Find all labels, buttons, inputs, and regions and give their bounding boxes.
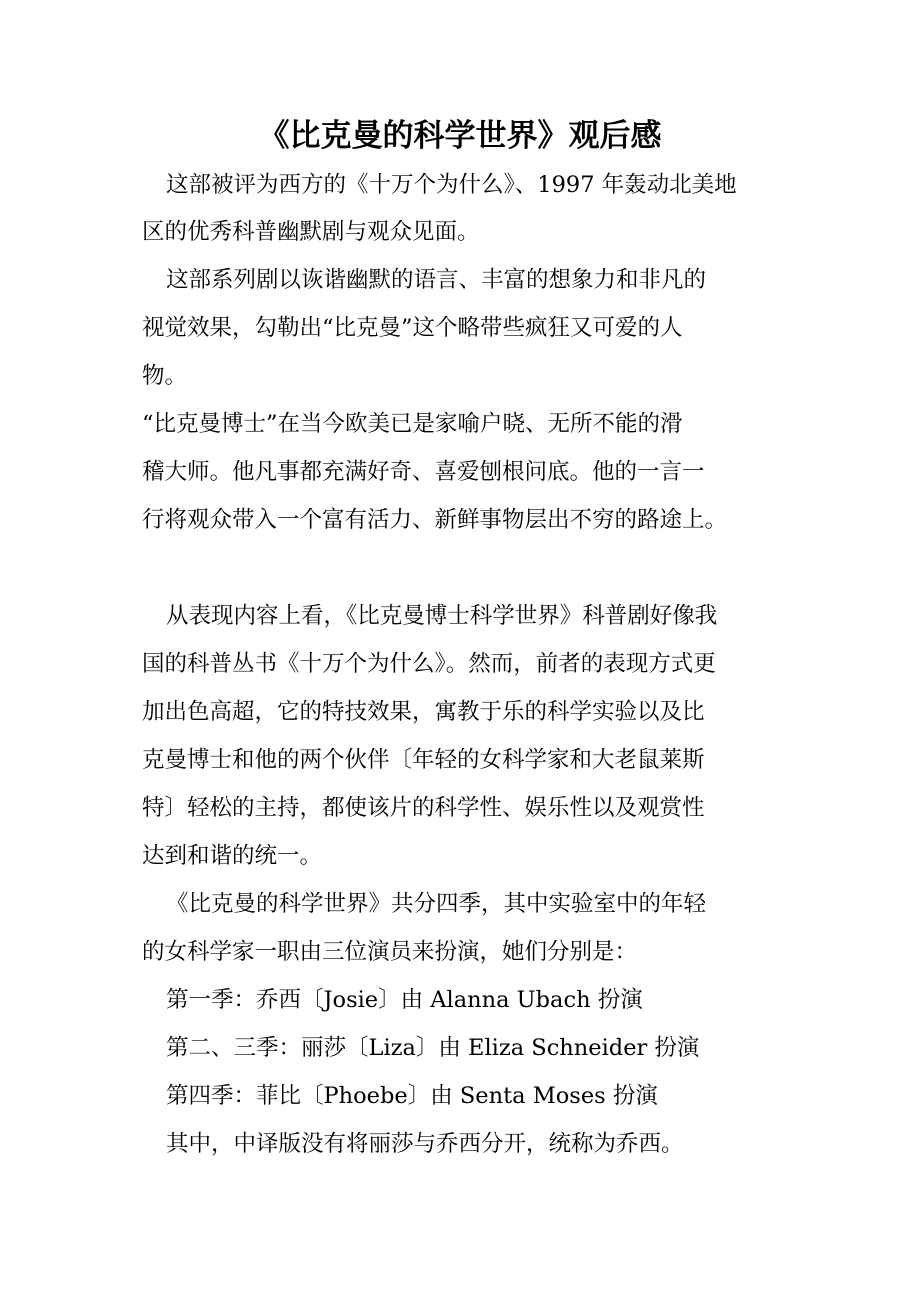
paragraph-line: “比克曼博士”在当今欧美已是家喻户晓、无所不能的滑 — [142, 411, 683, 437]
paragraph-line: 加出色高超，它的特技效果，寓教于乐的科学实验以及比 — [142, 699, 705, 725]
paragraph-line: 第四季：菲比〔Phoebe〕由 Senta Moses 扮演 — [166, 1083, 658, 1109]
paragraph-line: 特〕轻松的主持，都使该片的科学性、娱乐性以及观赏性 — [142, 795, 705, 821]
paragraph-line: 视觉效果，勾勒出“比克曼”这个略带些疯狂又可爱的人 — [142, 315, 683, 341]
paragraph-line: 《比克曼的科学世界》共分四季，其中实验室中的年轻 — [166, 891, 707, 917]
paragraph-line: 这部被评为西方的《十万个为什么》、1997 年轰动北美地 — [166, 172, 737, 198]
paragraph-line: 国的科普丛书《十万个为什么》。然而，前者的表现方式更 — [142, 651, 716, 677]
paragraph-line: 稽大师。他凡事都充满好奇、喜爱刨根问底。他的一言一 — [142, 459, 705, 485]
paragraph-line: 从表现内容上看，《比克曼博士科学世界》科普剧好像我 — [166, 603, 718, 629]
paragraph-line: 第一季：乔西〔Josie〕由 Alanna Ubach 扮演 — [166, 987, 643, 1013]
paragraph-line: 其中，中译版没有将丽莎与乔西分开，统称为乔西。 — [166, 1131, 684, 1157]
paragraph-line: 克曼博士和他的两个伙伴〔年轻的女科学家和大老鼠莱斯 — [142, 747, 705, 773]
paragraph-line: 第二、三季：丽莎〔Liza〕由 Eliza Schneider 扮演 — [166, 1035, 700, 1061]
paragraph-line: 行将观众带入一个富有活力、新鲜事物层出不穷的路途上。 — [142, 507, 728, 533]
paragraph-line: 达到和谐的统一。 — [142, 843, 323, 869]
paragraph-line: 区的优秀科普幽默剧与观众见面。 — [142, 219, 480, 245]
paragraph-line: 物。 — [142, 363, 188, 389]
paragraph-line: 的女科学家一职由三位演员来扮演，她们分别是： — [142, 939, 638, 965]
document-title: 《比克曼的科学世界》观后感 — [258, 118, 662, 154]
paragraph-line: 这部系列剧以诙谐幽默的语言、丰富的想象力和非凡的 — [166, 267, 707, 293]
